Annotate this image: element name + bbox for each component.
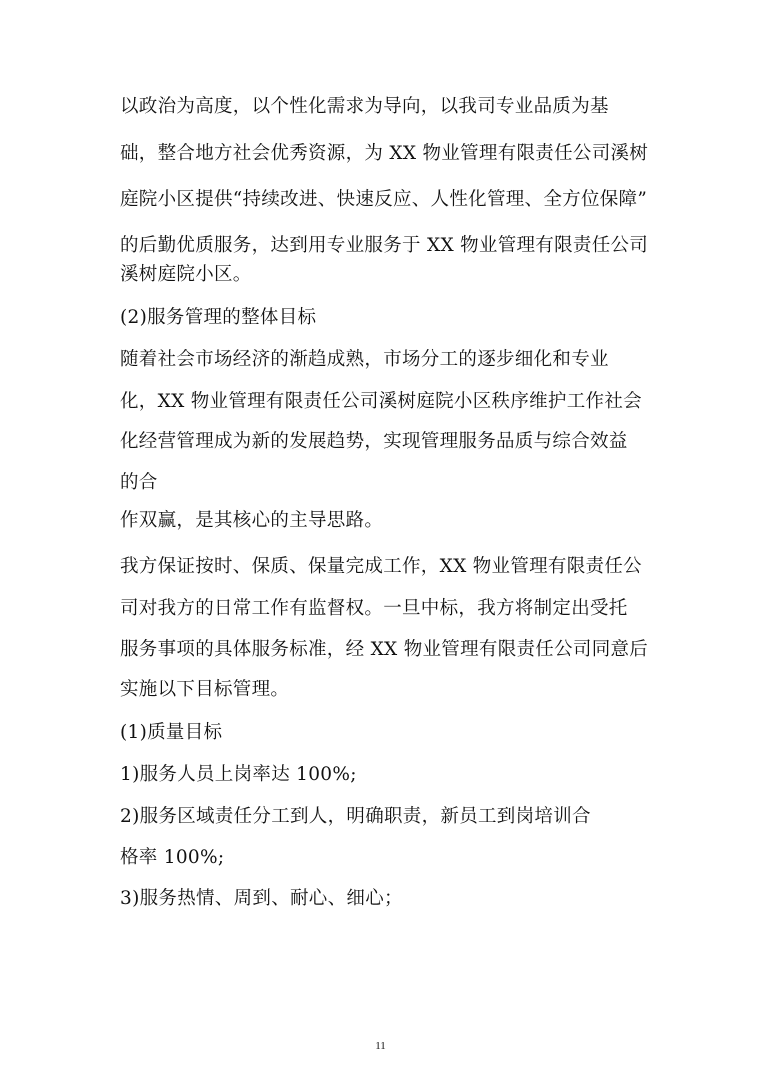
- text-line: 溪树庭院小区。: [120, 264, 252, 285]
- text-line: 格率 100%;: [120, 847, 225, 868]
- text-line: 化经营管理成为新的发展趋势，实现管理服务品质与综合效益: [120, 431, 628, 452]
- text-line: 的后勤优质服务，达到用专业服务于 XX 物业管理有限责任公司: [120, 235, 649, 256]
- text-line: 础，整合地方社会优秀资源，为 XX 物业管理有限责任公司溪树: [120, 143, 649, 164]
- section-heading: (1)质量目标: [120, 722, 223, 743]
- text-line: 随着社会市场经济的渐趋成熟，市场分工的逐步细化和专业: [120, 349, 609, 370]
- text-line: 我方保证按时、保质、保量完成工作，XX 物业管理有限责任公: [120, 556, 642, 577]
- text-line: 化，XX 物业管理有限责任公司溪树庭院小区秩序维护工作社会: [120, 391, 642, 412]
- page-number: 11: [375, 1040, 386, 1052]
- text-line: 服务事项的具体服务标准，经 XX 物业管理有限责任公司同意后: [120, 639, 649, 660]
- text-line: 作双赢，是其核心的主导思路。: [120, 510, 384, 531]
- text-line: 庭院小区提供“持续改进、快速反应、人性化管理、全方位保障”: [120, 189, 648, 210]
- text-line: 的合: [120, 472, 158, 493]
- text-line: 司对我方的日常工作有监督权。一旦中标，我方将制定出受托: [120, 598, 628, 619]
- list-item: 3)服务热情、周到、耐心、细心；: [120, 888, 403, 909]
- section-heading: (2)服务管理的整体目标: [120, 307, 317, 328]
- text-line: 以政治为高度，以个性化需求为导向，以我司专业品质为基: [120, 96, 609, 117]
- list-item: 1)服务人员上岗率达 100%;: [120, 764, 357, 785]
- list-item: 2)服务区域责任分工到人，明确职责，新员工到岗培训合: [120, 806, 591, 827]
- text-line: 实施以下目标管理。: [120, 679, 290, 700]
